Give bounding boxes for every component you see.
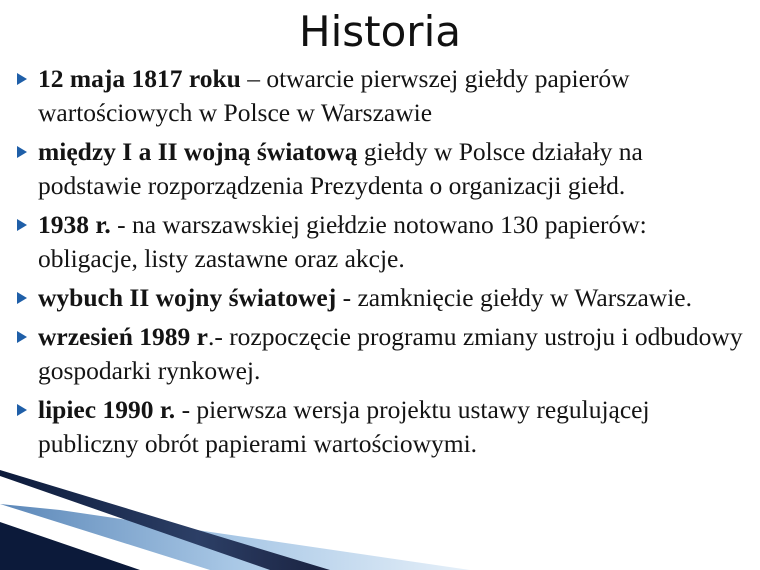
triangle-bullet-icon <box>17 219 27 231</box>
slide-title: Historia <box>299 7 461 56</box>
swoosh-light-band <box>0 504 470 570</box>
triangle-bullet-icon <box>17 146 27 158</box>
bullet-text: .- rozpoczęcie programu zmiany ustroju i odbudowy gospodarki rynkowej. <box>38 322 743 385</box>
bullet-item <box>16 135 746 203</box>
bullet-text: - pierwsza wersja projektu ustawy regulującej publiczny obrót papierami wartościowymi. <box>38 395 650 458</box>
bullet-bold-text: wrzesień 1989 r <box>38 322 208 351</box>
bullet-item <box>16 320 746 388</box>
bullet-list <box>16 62 746 466</box>
bullet-text: – otwarcie pierwszej giełdy papierów wartościowych w Polsce w Warszawie <box>38 64 630 127</box>
bullet-text: - zamknięcie giełdy w Warszawie. <box>336 283 692 312</box>
bullet-bold-text: lipiec 1990 r. <box>38 395 176 424</box>
decorative-swoosh <box>0 470 760 570</box>
swoosh-dark-band <box>0 470 330 570</box>
triangle-bullet-icon <box>17 404 27 416</box>
bullet-bold-text: wybuch II wojny światowej <box>38 283 337 312</box>
bullet-item <box>16 281 746 315</box>
bullet-item <box>16 208 746 276</box>
bullet-item <box>16 62 746 130</box>
triangle-bullet-icon <box>17 331 27 343</box>
bullet-bold-text: 12 maja 1817 roku <box>38 64 241 93</box>
triangle-bullet-icon <box>17 73 27 85</box>
triangle-bullet-icon <box>17 292 27 304</box>
bullet-item <box>16 393 746 461</box>
bullet-bold-text: między I a II wojną światową <box>38 137 358 166</box>
swoosh-dark-base <box>0 522 140 570</box>
bullet-bold-text: 1938 r. <box>38 210 111 239</box>
bullet-text: giełdy w Polsce działały na podstawie rozporządzenia Prezydenta o organizacji giełd. <box>38 137 643 200</box>
bullet-text: - na warszawskiej giełdzie notowano 130 papierów: obligacje, listy zastawne oraz akcje. <box>38 210 647 273</box>
